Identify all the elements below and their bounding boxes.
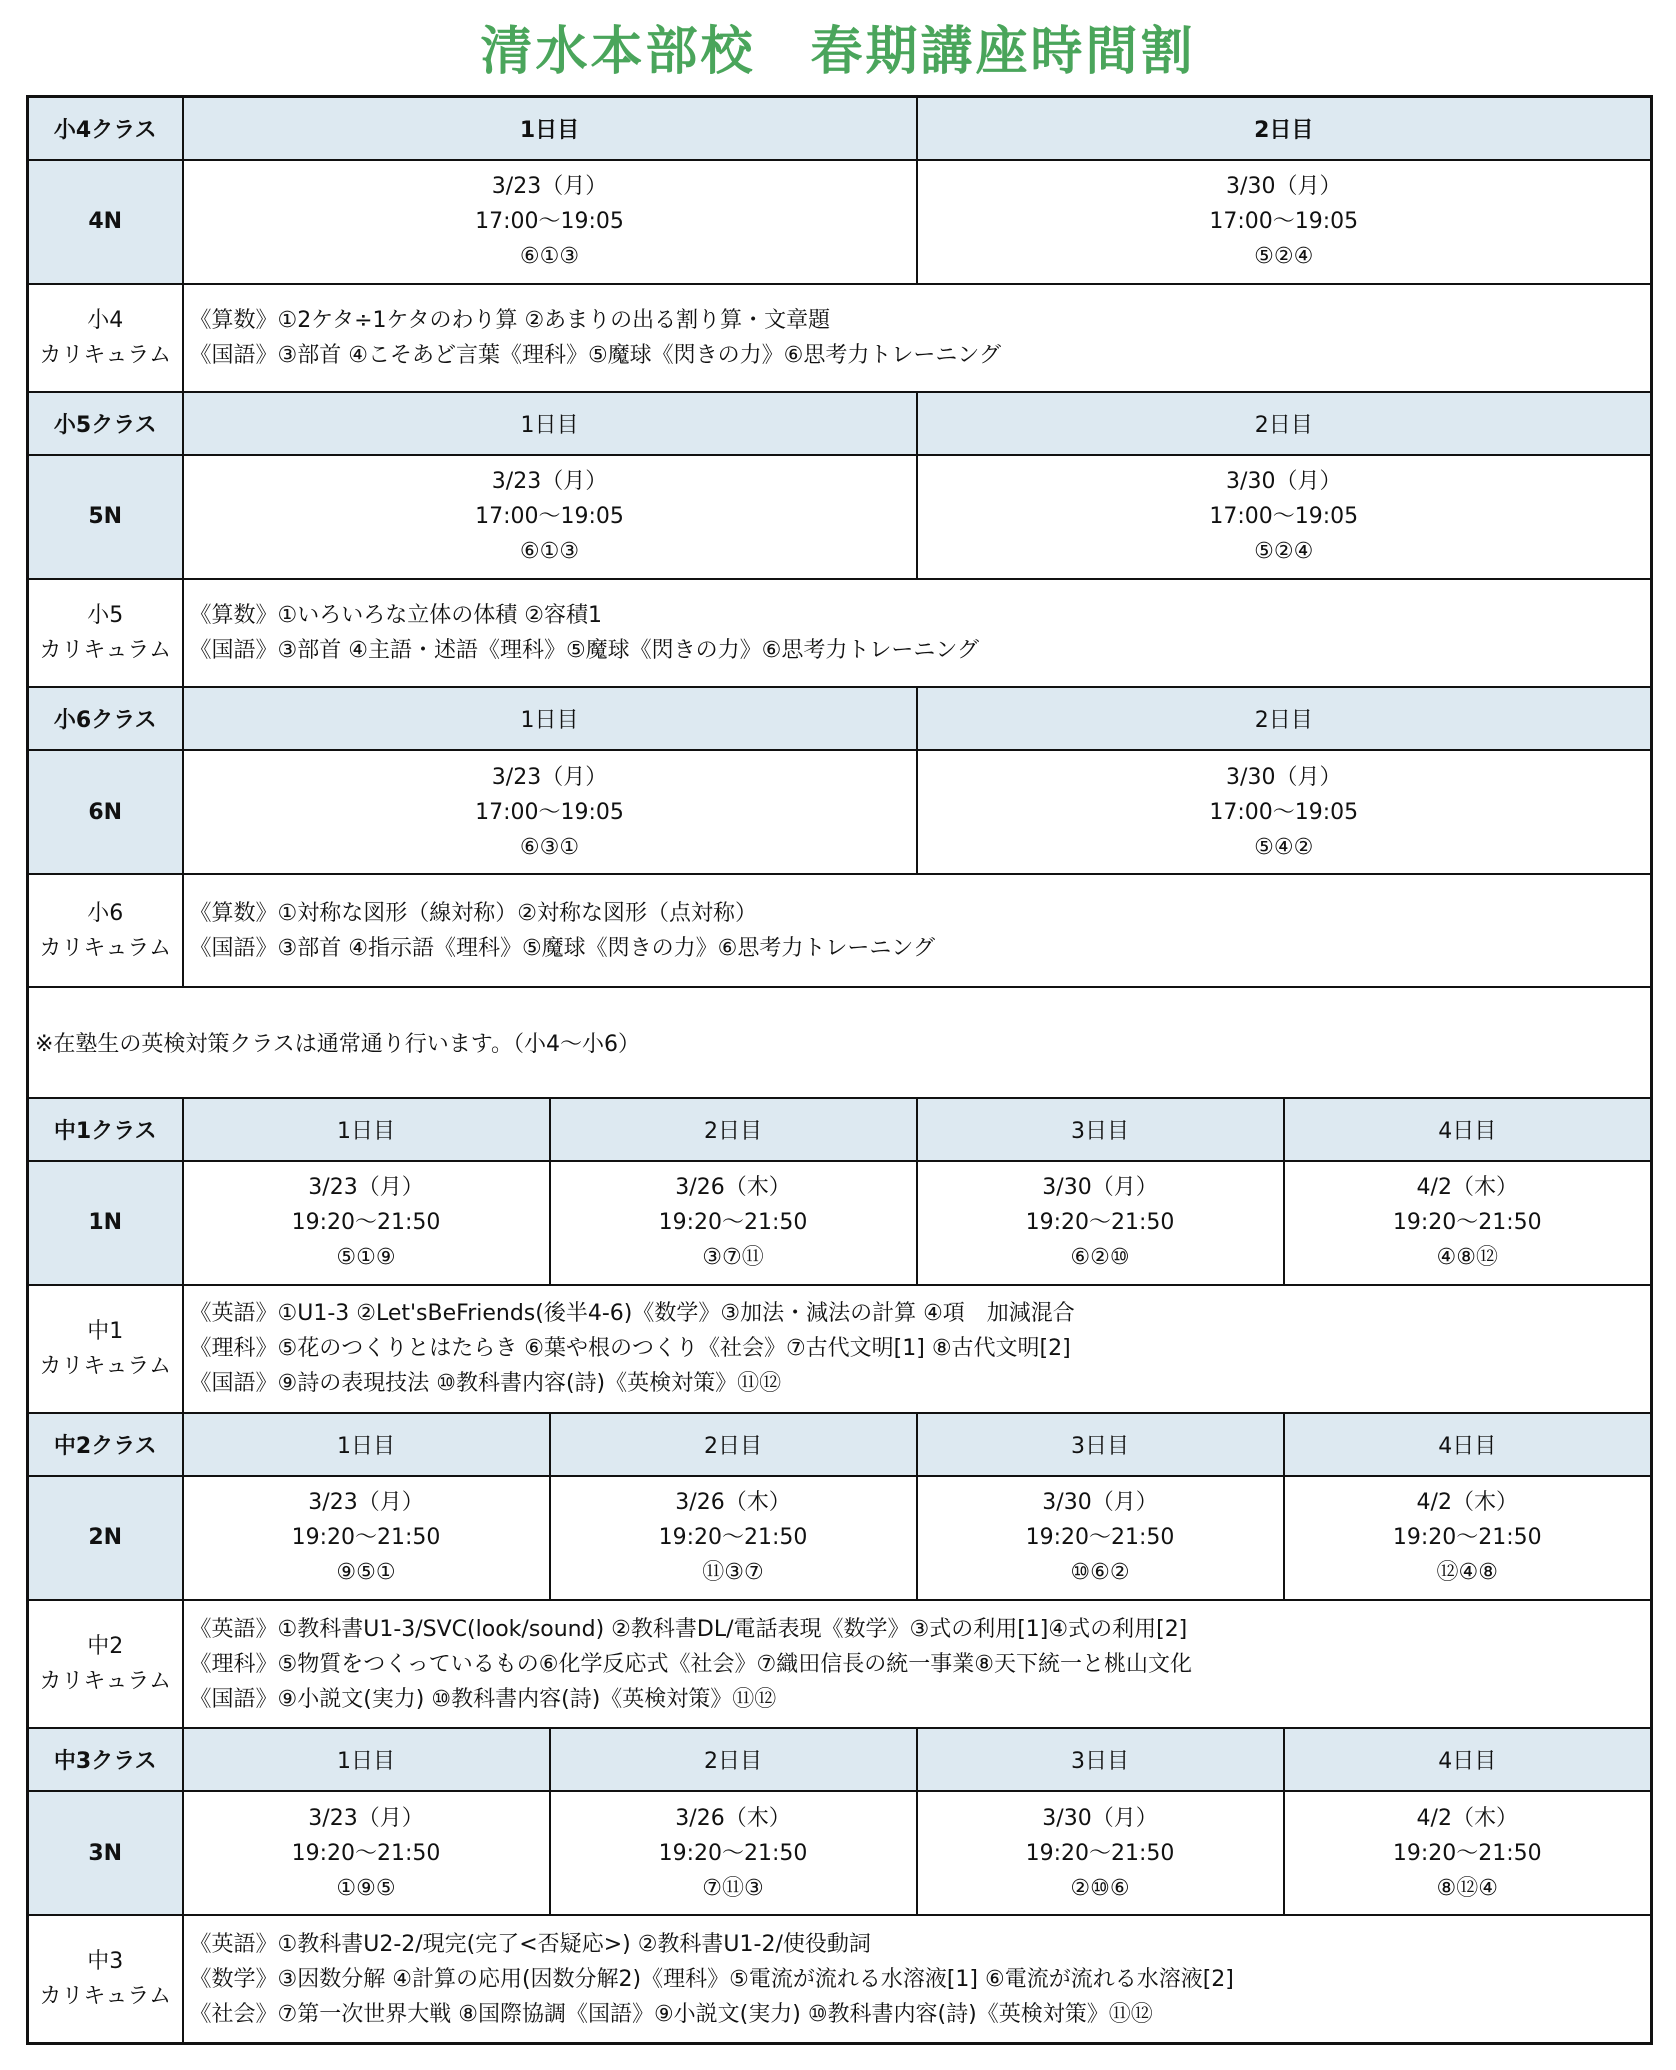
time-slot [917,1161,1284,1285]
course-label: 2N [28,1476,183,1600]
time-slot [917,455,1652,579]
slot-units: ⑤①⑨ [336,1245,396,1271]
curriculum-line: 《国語》③部首 ④主語・述語《理科》⑤魔球《閃きの力》⑥思考力トレーニング [189,638,979,664]
curriculum-line: 《算数》①対称な図形（線対称）②対称な図形（点対称） [189,900,757,926]
day-header: 2日目 [550,1728,917,1791]
time-slot [550,1476,917,1600]
slot-units: ⑪③⑦ [702,1560,764,1586]
curriculum-line: 《英語》①教科書U2-2/現完(完了<否疑応>) ②教科書U1-2/使役動詞 [189,1931,871,1957]
time-slot [550,1161,917,1285]
curriculum-line: 《数学》③因数分解 ④計算の応用(因数分解2)《理科》⑤電流が流れる水溶液[1] ⑥電流が流れる水溶液[2] [189,1966,1234,1992]
day-header: 2日目 [550,1413,917,1476]
curriculum-word: カリキュラム [39,935,172,961]
slot-units: ②⑩⑥ [1070,1875,1130,1901]
day-header: 3日目 [917,1098,1284,1161]
slot-date: 3/23（月） [308,1805,424,1831]
curriculum-line: 《国語》③部首 ④こそあど言葉《理科》⑤魔球《閃きの力》⑥思考力トレーニング [189,342,1001,368]
day-header: 3日目 [917,1728,1284,1791]
junior2-slot-row [28,1476,1652,1600]
grade6-header-row [28,687,1652,750]
day-header: 1日目 [183,97,917,160]
curriculum-line: 《国語》⑨小説文(実力) ⑩教科書内容(詩)《英検対策》⑪⑫ [189,1686,777,1712]
day-header: 3日目 [917,1413,1284,1476]
slot-time: 19:20～21:50 [1392,1840,1542,1866]
day-header: 2日目 [917,392,1652,455]
day-header: 4日目 [1284,1728,1652,1791]
day-header: 2日目 [550,1098,917,1161]
curriculum-line: 《社会》⑦第一次世界大戦 ⑧国際協調《国語》⑨小説文(実力) ⑩教科書内容(詩)《英検対策》⑪⑫ [189,2001,1153,2027]
curriculum-text [183,1600,1652,1728]
slot-time: 19:20～21:50 [291,1840,441,1866]
grade5-curriculum-row [28,579,1652,687]
slot-units: ⑫④⑧ [1436,1560,1498,1586]
time-slot [183,455,917,579]
time-slot [917,160,1652,284]
curriculum-text [183,1915,1652,2043]
slot-date: 3/23（月） [308,1490,424,1516]
slot-date: 3/30（月） [1042,1175,1158,1201]
curriculum-line: 《算数》①いろいろな立体の体積 ②容積1 [189,603,602,629]
slot-time: 19:20～21:50 [291,1210,441,1236]
class-label: 小5クラス [28,392,183,455]
slot-units: ⑥②⑩ [1070,1245,1130,1271]
curriculum-label [28,1285,183,1413]
curriculum-line: 《理科》⑤花のつくりとはたらき ⑥葉や根のつくり《社会》⑦古代文明[1] ⑧古代文明[2] [189,1336,1071,1362]
slot-date: 3/23（月） [308,1175,424,1201]
time-slot [183,160,917,284]
grade5-header-row [28,392,1652,455]
slot-units: ⑩⑥② [1070,1560,1130,1586]
time-slot [550,1791,917,1915]
curriculum-grade: 小6 [87,900,124,926]
slot-date: 3/30（月） [1226,764,1342,790]
curriculum-label [28,284,183,392]
page-title: 清水本部校 春期講座時間割 [480,22,1196,82]
curriculum-word: カリキュラム [39,638,172,664]
slot-date: 3/26（木） [675,1805,791,1831]
slot-time: 19:20～21:50 [1025,1525,1175,1551]
day-header: 4日目 [1284,1098,1652,1161]
curriculum-line: 《英語》①教科書U1-3/SVC(look/sound) ②教科書DL/電話表現《数学》③式の利用[1]④式の利用[2] [189,1616,1188,1642]
curriculum-word: カリキュラム [39,342,172,368]
curriculum-grade: 中2 [87,1634,124,1660]
time-slot [1284,1791,1652,1915]
slot-time: 17:00～19:05 [1209,504,1359,530]
slot-units: ⑤②④ [1254,539,1314,565]
note-row [28,987,1652,1097]
grade4-curriculum-row [28,284,1652,392]
curriculum-grade: 小4 [87,307,124,333]
course-label: 5N [28,455,183,579]
slot-units: ①⑨⑤ [336,1875,396,1901]
slot-time: 19:20～21:50 [1392,1525,1542,1551]
slot-date: 3/30（月） [1226,174,1342,200]
slot-time: 19:20～21:50 [658,1840,808,1866]
time-slot [917,750,1652,874]
time-slot [1284,1161,1652,1285]
grade6-slot-row [28,750,1652,874]
slot-time: 19:20～21:50 [1025,1840,1175,1866]
slot-time: 19:20～21:50 [658,1210,808,1236]
grade6-curriculum-row [28,874,1652,987]
slot-date: 3/26（木） [675,1490,791,1516]
timetable [26,95,1653,2045]
junior2-curriculum-row [28,1600,1652,1728]
time-slot [183,1791,550,1915]
curriculum-text [183,874,1652,987]
slot-units: ⑥①③ [519,244,580,270]
course-label: 6N [28,750,183,874]
time-slot [917,1476,1284,1600]
curriculum-grade: 小5 [87,603,124,629]
day-header: 1日目 [183,1413,550,1476]
day-header: 2日目 [917,687,1652,750]
slot-date: 4/2（木） [1416,1805,1518,1831]
class-label: 小6クラス [28,687,183,750]
slot-units: ⑧⑫④ [1436,1875,1498,1901]
class-label: 中1クラス [28,1098,183,1161]
course-label: 1N [28,1161,183,1285]
day-header: 1日目 [183,392,917,455]
slot-units: ⑤②④ [1254,244,1314,270]
grade5-slot-row [28,455,1652,579]
day-header: 1日目 [183,1728,550,1791]
time-slot [1284,1476,1652,1600]
curriculum-line: 《国語》⑨詩の表現技法 ⑩教科書内容(詩)《英検対策》⑪⑫ [189,1371,782,1397]
junior3-slot-row [28,1791,1652,1915]
day-header: 2日目 [917,97,1652,160]
junior3-curriculum-row [28,1915,1652,2043]
grade4-header-row [28,97,1652,160]
slot-units: ⑦⑪③ [702,1875,764,1901]
curriculum-label [28,1915,183,2043]
slot-time: 19:20～21:50 [1392,1210,1542,1236]
course-label: 4N [28,160,183,284]
course-label: 3N [28,1791,183,1915]
slot-date: 3/30（月） [1042,1490,1158,1516]
time-slot [917,1791,1284,1915]
curriculum-word: カリキュラム [39,1669,172,1695]
time-slot [183,1161,550,1285]
slot-date: 3/23（月） [491,469,608,495]
slot-units: ⑥①③ [519,539,580,565]
curriculum-text [183,1285,1652,1413]
slot-date: 3/23（月） [491,174,608,200]
day-header: 1日目 [183,687,917,750]
slot-date: 3/30（月） [1226,469,1342,495]
curriculum-label [28,874,183,987]
curriculum-text [183,579,1652,687]
day-header: 4日目 [1284,1413,1652,1476]
slot-units: ⑤④② [1254,834,1314,860]
curriculum-text [183,284,1652,392]
slot-time: 17:00～19:05 [475,504,624,530]
slot-time: 19:20～21:50 [1025,1210,1175,1236]
slot-date: 4/2（木） [1416,1490,1518,1516]
slot-time: 19:20～21:50 [291,1525,441,1551]
junior1-slot-row [28,1161,1652,1285]
slot-time: 19:20～21:50 [658,1525,808,1551]
slot-date: 3/26（木） [675,1175,791,1201]
class-label: 中3クラス [28,1728,183,1791]
grade4-slot-row [28,160,1652,284]
junior1-curriculum-row [28,1285,1652,1413]
class-label: 中2クラス [28,1413,183,1476]
slot-time: 17:00～19:05 [475,209,624,235]
slot-units: ③⑦⑪ [702,1245,764,1271]
slot-date: 3/23（月） [491,764,608,790]
slot-time: 17:00～19:05 [1209,799,1359,825]
class-label: 小4クラス [28,97,183,160]
junior2-header-row [28,1413,1652,1476]
curriculum-word: カリキュラム [39,1353,172,1379]
curriculum-grade: 中1 [87,1318,124,1344]
slot-units: ⑨⑤① [336,1560,396,1586]
curriculum-word: カリキュラム [39,1984,172,2010]
time-slot [183,750,917,874]
slot-units: ④⑧⑫ [1436,1245,1498,1271]
curriculum-line: 《理科》⑤物質をつくっているもの⑥化学反応式《社会》⑦織田信長の統一事業⑧天下統一と桃山文化 [189,1651,1192,1677]
slot-date: 4/2（木） [1416,1175,1518,1201]
eiken-note: ※在塾生の英検対策クラスは通常通り行います。（小4～小6） [28,987,1652,1097]
curriculum-label [28,1600,183,1728]
junior3-header-row [28,1728,1652,1791]
curriculum-grade: 中3 [87,1949,124,1975]
day-header: 1日目 [183,1098,550,1161]
curriculum-line: 《英語》①U1-3 ②Let'sBeFriends(後半4-6)《数学》③加法・減法の計算 ④項 加減混合 [189,1301,1075,1327]
time-slot [183,1476,550,1600]
slot-time: 17:00～19:05 [1209,209,1359,235]
junior1-header-row [28,1098,1652,1161]
slot-time: 17:00～19:05 [475,799,624,825]
curriculum-line: 《国語》③部首 ④指示語《理科》⑤魔球《閃きの力》⑥思考力トレーニング [189,935,935,961]
slot-units: ⑥③① [519,834,580,860]
curriculum-label [28,579,183,687]
slot-date: 3/30（月） [1042,1805,1158,1831]
curriculum-line: 《算数》①2ケタ÷1ケタのわり算 ②あまりの出る割り算・文章題 [189,307,831,333]
